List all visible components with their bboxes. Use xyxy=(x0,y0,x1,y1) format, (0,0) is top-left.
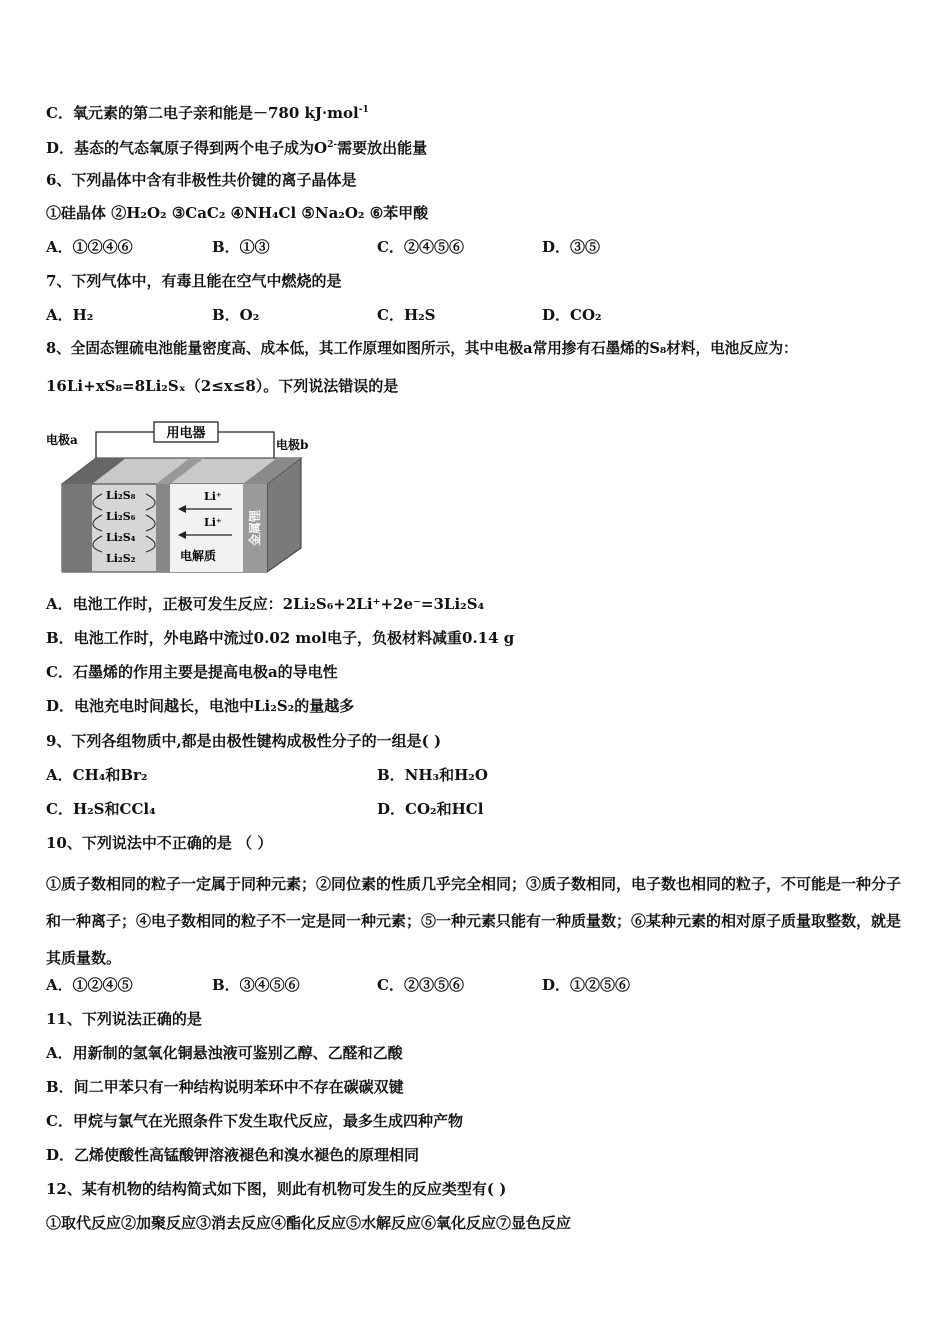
q9-option-a: A．CH₄和Br₂ xyxy=(46,766,148,784)
question-6: 6、下列晶体中含有非极性共价键的离子晶体是 xyxy=(46,171,357,189)
device-label: 用电器 xyxy=(166,426,206,441)
q11-option-b: B．间二甲苯只有一种结构说明苯环中不存在碳碳双键 xyxy=(46,1078,404,1096)
ion-label-2: Li⁺ xyxy=(204,516,222,529)
q10-option-b: B．③④⑤⑥ xyxy=(212,976,300,994)
q8-option-d: D．电池充电时间越长，电池中Li₂S₂的量越多 xyxy=(46,697,355,715)
question-10-body: ①质子数相同的粒子一定属于同种元素；②同位素的性质几乎完全相同；③质子数相同，电子数也相同的粒子，不可能是一种分子和一种离子；④电子数相同的粒子不一定是同一种元素；⑤一种元素只能有一种质量数；⑥某种元素的相对原子质量取整数，就是其质量数。 xyxy=(46,875,902,967)
question-7: 7、下列气体中，有毒且能在空气中燃烧的是 xyxy=(46,272,342,290)
option-d-prev: D．基态的气态氧原子得到两个电子成为$O^{2-}$需要放出能量 xyxy=(46,139,428,157)
q6-option-b: B．①③ xyxy=(212,238,270,256)
option-c-prev: C．氧元素的第二电子亲和能是－780 kJ·mol$^{-1}$ xyxy=(46,104,369,122)
question-9: 9、下列各组物质中,都是由极性键构成极性分子的一组是( ) xyxy=(46,732,442,750)
lithium-metal-label: 金属锂 xyxy=(248,509,262,547)
question-6-items: ①硅晶体 ②H₂O₂ ③CaC₂ ④NH₄Cl ⑤Na₂O₂ ⑥苯甲酸 xyxy=(46,204,429,222)
question-8-line-2: 16Li+xS₈=8Li₂Sₓ（2≤x≤8）。下列说法错误的是 xyxy=(46,377,399,395)
species-li2s6: Li₂S₆ xyxy=(106,510,136,523)
electrode-a-label: 电极a xyxy=(46,433,78,447)
electrode-b-label: 电极b xyxy=(276,438,309,452)
q9-option-d: D．CO₂和HCl xyxy=(377,800,484,818)
q8-option-b: B．电池工作时，外电路中流过0.02 mol电子，负极材料减重0.14 g xyxy=(46,629,515,647)
q11-option-d: D．乙烯使酸性高锰酸钾溶液褪色和溴水褪色的原理相同 xyxy=(46,1146,420,1164)
question-10: 10、下列说法中不正确的是 （ ） xyxy=(46,834,273,852)
q10-option-c: C．②③⑤⑥ xyxy=(377,976,464,994)
electrode-a-block xyxy=(62,484,92,572)
q6-option-c: C．②④⑤⑥ xyxy=(377,238,464,256)
q6-option-d: D．③⑤ xyxy=(542,238,601,256)
q10-option-d: D．①②⑤⑥ xyxy=(542,976,631,994)
electrolyte-label: 电解质 xyxy=(180,549,217,563)
question-11: 11、下列说法正确的是 xyxy=(46,1010,202,1028)
q11-option-c: C．甲烷与氯气在光照条件下发生取代反应，最多生成四种产物 xyxy=(46,1112,463,1130)
q6-option-a: A．①②④⑥ xyxy=(46,238,133,256)
species-li2s2: Li₂S₂ xyxy=(106,552,136,565)
q7-option-d: D．CO₂ xyxy=(542,306,602,324)
species-li2s4: Li₂S₄ xyxy=(106,531,136,544)
q9-option-b: B．NH₃和H₂O xyxy=(377,766,488,784)
q8-option-c: C．石墨烯的作用主要是提高电极a的导电性 xyxy=(46,663,338,681)
q11-option-a: A．用新制的氢氧化铜悬浊液可鉴别乙醇、乙醛和乙酸 xyxy=(46,1044,403,1062)
battery-diagram xyxy=(46,414,326,576)
question-12-items: ①取代反应②加聚反应③消去反应④酯化反应⑤水解反应⑥氧化反应⑦显色反应 xyxy=(46,1214,572,1232)
question-12: 12、某有机物的结构简式如下图，则此有机物可发生的反应类型有( ) xyxy=(46,1180,507,1198)
separator-block xyxy=(156,484,170,572)
ion-label-1: Li⁺ xyxy=(204,490,222,503)
q7-option-b: B．O₂ xyxy=(212,306,260,324)
q9-option-c: C．H₂S和CCl₄ xyxy=(46,800,156,818)
q7-option-c: C．H₂S xyxy=(377,306,436,324)
question-8-line-1: 8、全固态锂硫电池能量密度高、成本低，其工作原理如图所示，其中电极a常用掺有石墨烯的S₈材料，电池反应为： xyxy=(46,340,798,357)
species-li2s8: Li₂S₈ xyxy=(106,489,136,502)
q8-option-a: A．电池工作时，正极可发生反应：2Li₂S₆+2Li⁺+2e⁻=3Li₂S₄ xyxy=(46,595,485,613)
q7-option-a: A．H₂ xyxy=(46,306,94,324)
q10-option-a: A．①②④⑤ xyxy=(46,976,133,994)
